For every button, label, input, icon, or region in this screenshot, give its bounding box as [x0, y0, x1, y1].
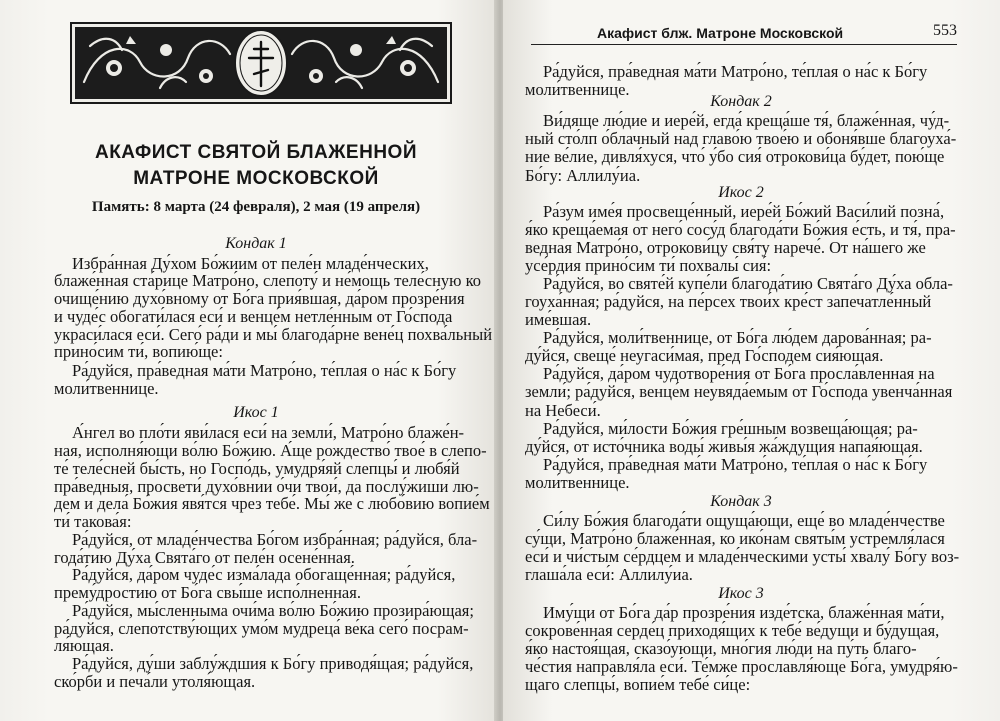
running-title: Акафист блж. Матроне Московской [597, 25, 844, 41]
ikos-1-line: ра́дуйся, слепотству́ющих умо́м мудреца́ ве́ка сего́ посрам- [54, 618, 469, 638]
ikos-1-line: пра́ведныя, просвети́ духо́внии о́чи твои́, да послу́жиши лю- [54, 476, 479, 496]
ikos-2-heading: Икос 2 [718, 183, 764, 201]
right-page [503, 0, 1000, 721]
refrain-line: Ра́дуйся, пра́ведная ма́ти Матро́но, те́плая о на́с к Бо́гу [543, 62, 928, 81]
ikos-2-line: ду́йся, свеще́ неугаси́мая, пред Го́сподем сия́ющая. [525, 346, 884, 366]
kondak-3-line: су́щи, Матро́но блаже́нная, ко ико́нам святы́м устремля́лася [525, 528, 945, 548]
ikos-2-line: я́ко креща́емая от него́ сосу́д благода́ти Бо́жия е́сть, и тя́, пра- [525, 219, 956, 239]
ikos-3-heading: Икос 3 [718, 584, 764, 602]
ikos-1-line: Ра́дуйся, да́ром чуде́с изма́лада обогаще́нная; ра́дуйся, [72, 565, 456, 585]
running-header [531, 20, 957, 45]
ikos-1-line: Ра́дуйся, от младе́нчества Бо́гом избра́нная; ра́дуйся, бла- [72, 529, 478, 549]
ikos-2-line: моли́твеннице. [525, 472, 630, 492]
kondak-2-line: ние ве́лие, дивля́хуся, что́ у́бо сия́ отрокови́ца бу́дет, пою́ще [525, 147, 945, 167]
ikos-2-line: Ра́дуйся, да́ром чудотворе́ния от Бо́га просла́вленная на [543, 364, 935, 384]
commemoration-dates: Память: 8 марта (24 февраля), 2 мая (19 апреля) [91, 199, 421, 215]
kondak-1-line: украси́лася еси́. Сего́ ра́ди и мы́ благода́рне вене́ц похва́льный [54, 324, 493, 344]
kondak-3-line: глаша́ла еси́: Аллилу́иа. [525, 564, 693, 584]
ikos-2-line: на Небеси́. [525, 400, 601, 420]
kondak-1-line: и чуде́с обогати́лася еси́ и венце́м нетле́нным от Го́спода [54, 306, 453, 326]
left-page [0, 0, 497, 721]
ikos-1-line: ля́ющая. [54, 636, 114, 656]
ikos-2-line: гоуха́нная; ра́дуйся, на пе́рсех твои́х кре́ст запечатле́нный [525, 292, 932, 312]
kondak-1-line: Избра́нная Ду́хом Бо́жиим от пеле́н младе́нческих, [72, 253, 429, 273]
kondak-1-line: блаже́нная ста́рице Матро́но, слепоту́ и не́мощь теле́сную ко [54, 271, 482, 291]
kondak-3-heading: Кондак 3 [710, 492, 772, 510]
ikos-1-line: прему́дростию от Бо́га свы́ше испо́лненная. [54, 583, 361, 603]
page-number: 553 [933, 22, 957, 39]
ikos-2-line: усе́рдия прино́сим ти́ похвалы́ сия́: [525, 255, 772, 275]
ikos-1-heading: Икос 1 [233, 403, 279, 421]
ikos-1-line: дем и дела́ Бо́жия явя́тся чрез тебе́. Мы́ же с любо́вию вопие́м [54, 494, 490, 514]
ikos-2-line: Ра́дуйся, пра́ведная ма́ти Матро́но, те́плая о на́с к Бо́гу [543, 454, 928, 474]
kondak-2-line: ный сто́лп о́блачный над главо́ю твое́ю и обоня́вше благоуха́- [525, 129, 957, 149]
kondak-2-line: Ви́дяще лю́дие и иере́й, егда́ креща́ше тя́, блаже́нная, чу́д- [543, 111, 950, 131]
ikos-1-line: года́тию Ду́ха Свята́го от пеле́н осене́нная. [54, 547, 355, 567]
ikos-2-line: ведная Матро́но, отрокови́цу свя́ту нарече́. От на́шего же [525, 237, 926, 257]
ikos-1-line: Ра́дуйся, мы́сленныма очи́ма во́лю Бо́жию прозира́ющая; [72, 600, 474, 620]
floral-ornament-headpiece [70, 22, 452, 104]
ikos-3-line: че́стия направля́ла еси́. Те́мже прославля́юще Бо́га, умудря́ю- [525, 656, 958, 676]
ikos-3-line: я́ко настоя́щая, сказо́ующи, мно́гия лю́ди на пу́ть благо- [525, 638, 917, 658]
ikos-1-line: Ра́дуйся, ду́ши заблу́ждшия к Бо́гу приводя́щая; ра́дуйся, [72, 654, 474, 674]
ikos-2-line: Ра́дуйся, моли́твеннице, от Бо́га лю́дем дарова́нная; ра- [543, 328, 932, 348]
ikos-1-line: ско́рби и печа́ли утоля́ющая. [54, 672, 256, 691]
kondak-1-refrain: моли́твеннице. [54, 378, 159, 398]
refrain-line: моли́твеннице. [525, 80, 630, 100]
kondak-1-heading: Кондак 1 [225, 235, 287, 252]
ikos-2-line: Ра́дуйся, ми́лости Бо́жия гре́шным возвеща́ющая; ра- [543, 418, 918, 438]
akathist-title-line-2: МАТРОНЕ МОСКОВСКОЙ [133, 168, 379, 189]
kondak-3-line: еси́ и чи́стым се́рдцем и младе́нческими усты́ хвалу́ Бо́гу воз- [525, 546, 960, 566]
ikos-1-line: ная, исполня́ющи во́лю Бо́жию. А́ще рождество́ твое́ в слепо- [54, 440, 487, 460]
ikos-1-line: А́нгел во пло́ти яви́лася еси́ на земли́, Матро́но блаже́н- [72, 423, 465, 443]
kondak-2-heading: Кондак 2 [710, 93, 772, 111]
akathist-title-line-1: АКАФИСТ СВЯТОЙ БЛАЖЕННОЙ [94, 142, 417, 163]
ikos-2-line: име́вшая. [525, 310, 592, 330]
kondak-1-refrain: Ра́дуйся, пра́ведная ма́ти Матро́но, те́плая о на́с к Бо́гу [72, 361, 457, 380]
kondak-1-line: очище́нию духо́вному от Бо́га прия́вшая, да́ром прозре́ния [54, 289, 465, 309]
ikos-2-line: Ра́дуйся, во святе́й купе́ли благода́тию Свята́го Ду́ха обла- [543, 274, 953, 293]
ikos-2-line: Ра́зум име́я просвеще́нный, иере́й Бо́жий Васи́лий позна́, [543, 201, 945, 221]
kondak-1-line: прино́сим ти́, вопию́ще: [54, 342, 223, 362]
kondak-2-line: Бо́гу: Аллилу́иа. [525, 165, 641, 185]
ikos-3-line: сокрове́нная серде́ц приходя́щих к тебе́ ве́дущи и бу́дущая, [525, 620, 940, 640]
ikos-1-line: ти́ такова́я: [54, 512, 132, 532]
ikos-2-line: земли́; ра́дуйся, венце́м неувяда́емым от Го́спода увенча́нная [525, 382, 953, 402]
ikos-3-line: Иму́щи от Бо́га да́р прозре́ния изде́тска, блаже́нная ма́ти, [543, 602, 945, 622]
ikos-1-line: те́ теле́сней бы́сть, но Госпо́дь, умудря́яй слепцы́ и любя́й [54, 458, 460, 478]
ikos-2-line: ду́йся, от исто́чника воды́ живы́я жа́ждущия напая́ющая. [525, 436, 923, 456]
ikos-3-line: щаго слепцы́, вопие́м тебе́ си́це: [525, 675, 751, 694]
kondak-3-line: Си́лу Бо́жия благода́ти ощуща́ющи, еще́ во младе́нчестве [543, 510, 945, 530]
